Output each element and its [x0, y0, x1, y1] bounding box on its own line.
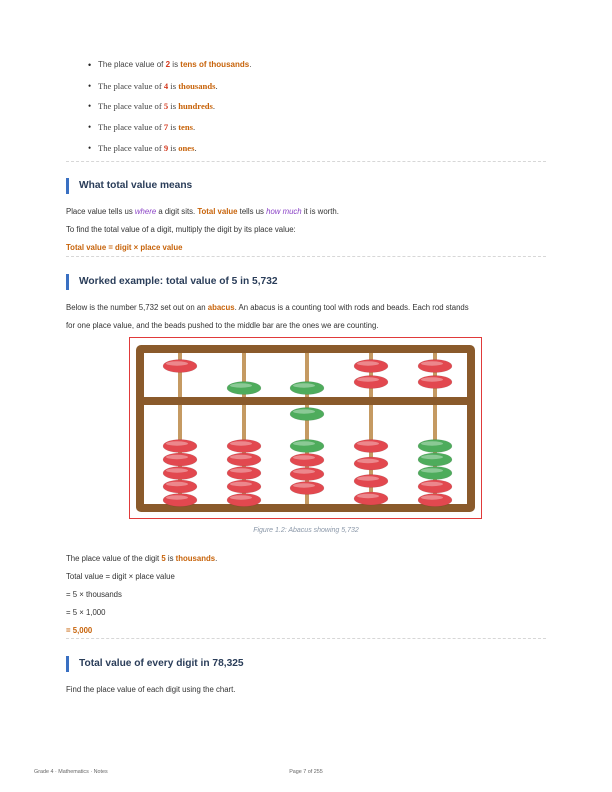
section-heading: Total value of every digit in 78,325 [66, 656, 244, 672]
bead-highlight [421, 361, 443, 365]
place-value-list [88, 55, 251, 158]
bead-highlight [230, 495, 252, 499]
bead-highlight [293, 409, 315, 413]
footer-course: Grade 4 · Mathematics · Notes [34, 769, 108, 775]
bead-highlight [357, 361, 379, 365]
bead-highlight [230, 441, 252, 445]
bead-highlight [421, 455, 443, 459]
bead-highlight [357, 441, 379, 445]
bead-highlight [293, 441, 315, 445]
list-item: • The place value of 2 is tens of thousands. [88, 55, 251, 76]
bead-highlight [293, 455, 315, 459]
definition-text: Place value tells us where a digit sits. Total value tells us how much it is worth. [66, 207, 339, 216]
bead-highlight [230, 383, 252, 387]
bead-highlight [293, 383, 315, 387]
list-item: • The place value of 4 is thousands. [88, 76, 251, 97]
bead-highlight [293, 483, 315, 487]
bead-highlight [166, 441, 188, 445]
divider [66, 638, 546, 639]
calculation-step: = 5 × 1,000 [66, 608, 106, 617]
place-value-statement: The place value of the digit 5 is thousands. [66, 554, 218, 563]
bead-highlight [421, 495, 443, 499]
instruction-text: To find the total value of a digit, multiply the digit by its place value: [66, 225, 296, 234]
intro-text: Below is the number 5,732 set out on an abacus. An abacus is a counting tool with rods and beads. Each rod stands [66, 303, 469, 312]
bead-highlight [293, 469, 315, 473]
divider [66, 161, 546, 162]
bead-highlight [230, 468, 252, 472]
bead-highlight [357, 476, 379, 480]
bead-highlight [166, 495, 188, 499]
bead-highlight [357, 459, 379, 463]
calculation-step: = 5 × thousands [66, 590, 122, 599]
bead-highlight [421, 441, 443, 445]
bead-highlight [166, 455, 188, 459]
chart-instruction: Find the place value of each digit using the chart. [66, 685, 236, 694]
section-heading: Worked example: total value of 5 in 5,732 [66, 274, 278, 290]
bead-highlight [357, 494, 379, 498]
bead-highlight [166, 361, 188, 365]
list-item: • The place value of 9 is ones. [88, 138, 251, 159]
bead-highlight [421, 377, 443, 381]
abacus-figure [129, 337, 482, 519]
bead-highlight [230, 482, 252, 486]
figure-caption: Figure 1.2: Abacus showing 5,732 [253, 527, 359, 534]
footer-page-number: Page 7 of 255 [289, 769, 323, 775]
abacus-middle-bar [136, 397, 475, 405]
bead-highlight [357, 377, 379, 381]
calculation-result: = 5,000 [66, 626, 93, 635]
bead-highlight [166, 482, 188, 486]
calculation-step: Total value = digit × place value [66, 572, 175, 581]
list-item: • The place value of 7 is tens. [88, 117, 251, 138]
bead-highlight [421, 482, 443, 486]
divider [66, 256, 546, 257]
formula-text: Total value = digit × place value [66, 243, 183, 252]
bead-highlight [166, 468, 188, 472]
section-heading: What total value means [66, 178, 192, 194]
intro-text-continued: for one place value, and the beads pushed to the middle bar are the ones we are counting. [66, 321, 379, 330]
bead-highlight [230, 455, 252, 459]
bead-highlight [421, 468, 443, 472]
list-item: • The place value of 5 is hundreds. [88, 96, 251, 117]
abacus-illustration [130, 338, 481, 518]
